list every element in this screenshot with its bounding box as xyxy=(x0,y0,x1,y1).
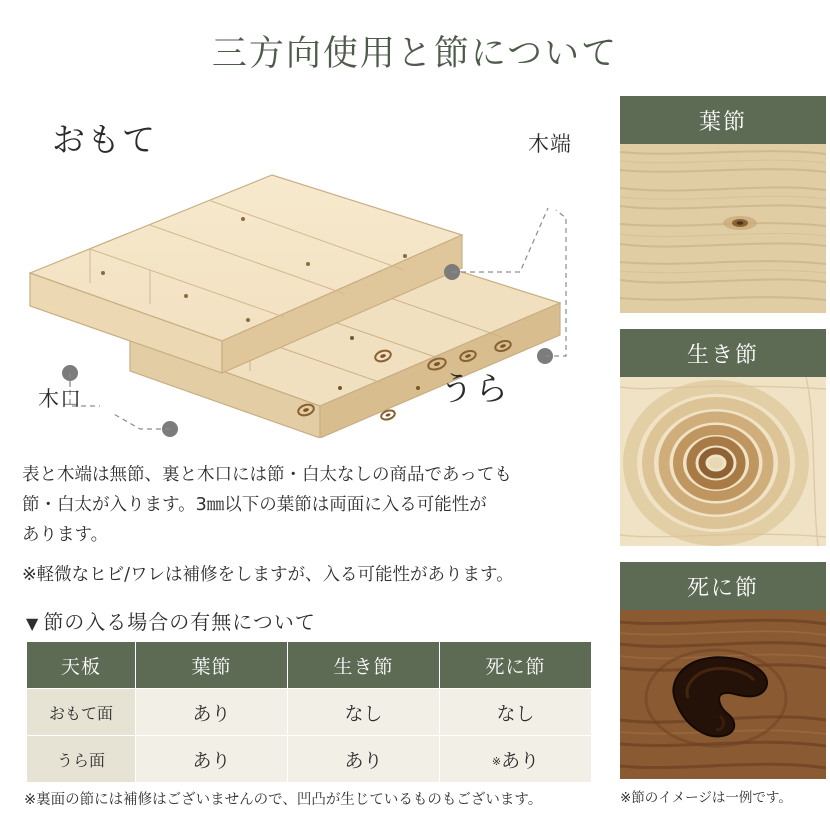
cell-ura-ikifushi: あり xyxy=(288,736,440,783)
photo-image-shinifushi xyxy=(620,610,826,779)
photo-column xyxy=(620,96,830,829)
photo-card-hanofushi xyxy=(620,96,826,313)
description-line-2: 節・白太が入ります。3㎜以下の葉節は両面に入る可能性が xyxy=(22,495,487,516)
knot-table xyxy=(26,641,592,783)
table-header-row xyxy=(27,642,592,689)
cell-omote-ikifushi: なし xyxy=(288,689,440,736)
label-back-surface: うら xyxy=(440,369,510,408)
cell-ura-shinifushi xyxy=(440,736,592,783)
cell-ura-hanofushi: あり xyxy=(136,736,288,783)
photo-caption-shinifushi: 死に節 xyxy=(620,562,826,610)
table-row xyxy=(27,689,592,736)
photo-card-ikifushi xyxy=(620,329,826,546)
wood-panel-diagram xyxy=(0,88,615,438)
table-header-shinifushi: 死に節 xyxy=(440,642,592,689)
table-row-head-ura: うら面 xyxy=(27,736,136,783)
photo-caption-ikifushi: 生き節 xyxy=(620,329,826,377)
table-header-ikifushi: 生き節 xyxy=(288,642,440,689)
label-top-surface: おもて xyxy=(52,120,157,159)
table-heading-text: 節の入る場合の有無について xyxy=(43,610,316,634)
description-text xyxy=(22,460,612,590)
cell-omote-shinifushi: なし xyxy=(440,689,592,736)
table-footnote: ※裏面の節には補修はございませんので、凹凸が生じているものもございます。 xyxy=(24,792,543,808)
description-line-3: あります。 xyxy=(22,525,109,546)
table-header-surface: 天板 xyxy=(27,642,136,689)
photo-image-ikifushi xyxy=(620,377,826,546)
left-column xyxy=(0,88,615,829)
cell-ura-shinifushi-text: あり xyxy=(501,749,540,772)
table-row xyxy=(27,736,592,783)
description-line-1: 表と木端は無節、裏と木口には節・白太なしの商品であっても xyxy=(22,465,512,485)
triangle-icon: ▼ xyxy=(26,614,40,633)
photo-caption-hanofushi: 葉節 xyxy=(620,96,826,144)
label-edge: 木端 xyxy=(528,132,572,156)
cell-asterisk: ※ xyxy=(491,754,502,768)
description-note: ※軽微なヒビ/ワレは補修をしますが、入る可能性があります。 xyxy=(22,565,514,586)
table-heading xyxy=(26,606,316,635)
table-row-head-omote: おもて面 xyxy=(27,689,136,736)
table-header-hanofushi: 葉節 xyxy=(136,642,288,689)
knot-table-wrapper xyxy=(26,641,592,783)
page-title: 三方向使用と節について xyxy=(211,34,619,74)
label-end-grain: 木口 xyxy=(38,387,82,411)
photo-image-hanofushi xyxy=(620,144,826,313)
photo-card-shinifushi xyxy=(620,562,826,779)
cell-omote-hanofushi: あり xyxy=(136,689,288,736)
photo-note: ※節のイメージは一例です。 xyxy=(620,790,792,806)
